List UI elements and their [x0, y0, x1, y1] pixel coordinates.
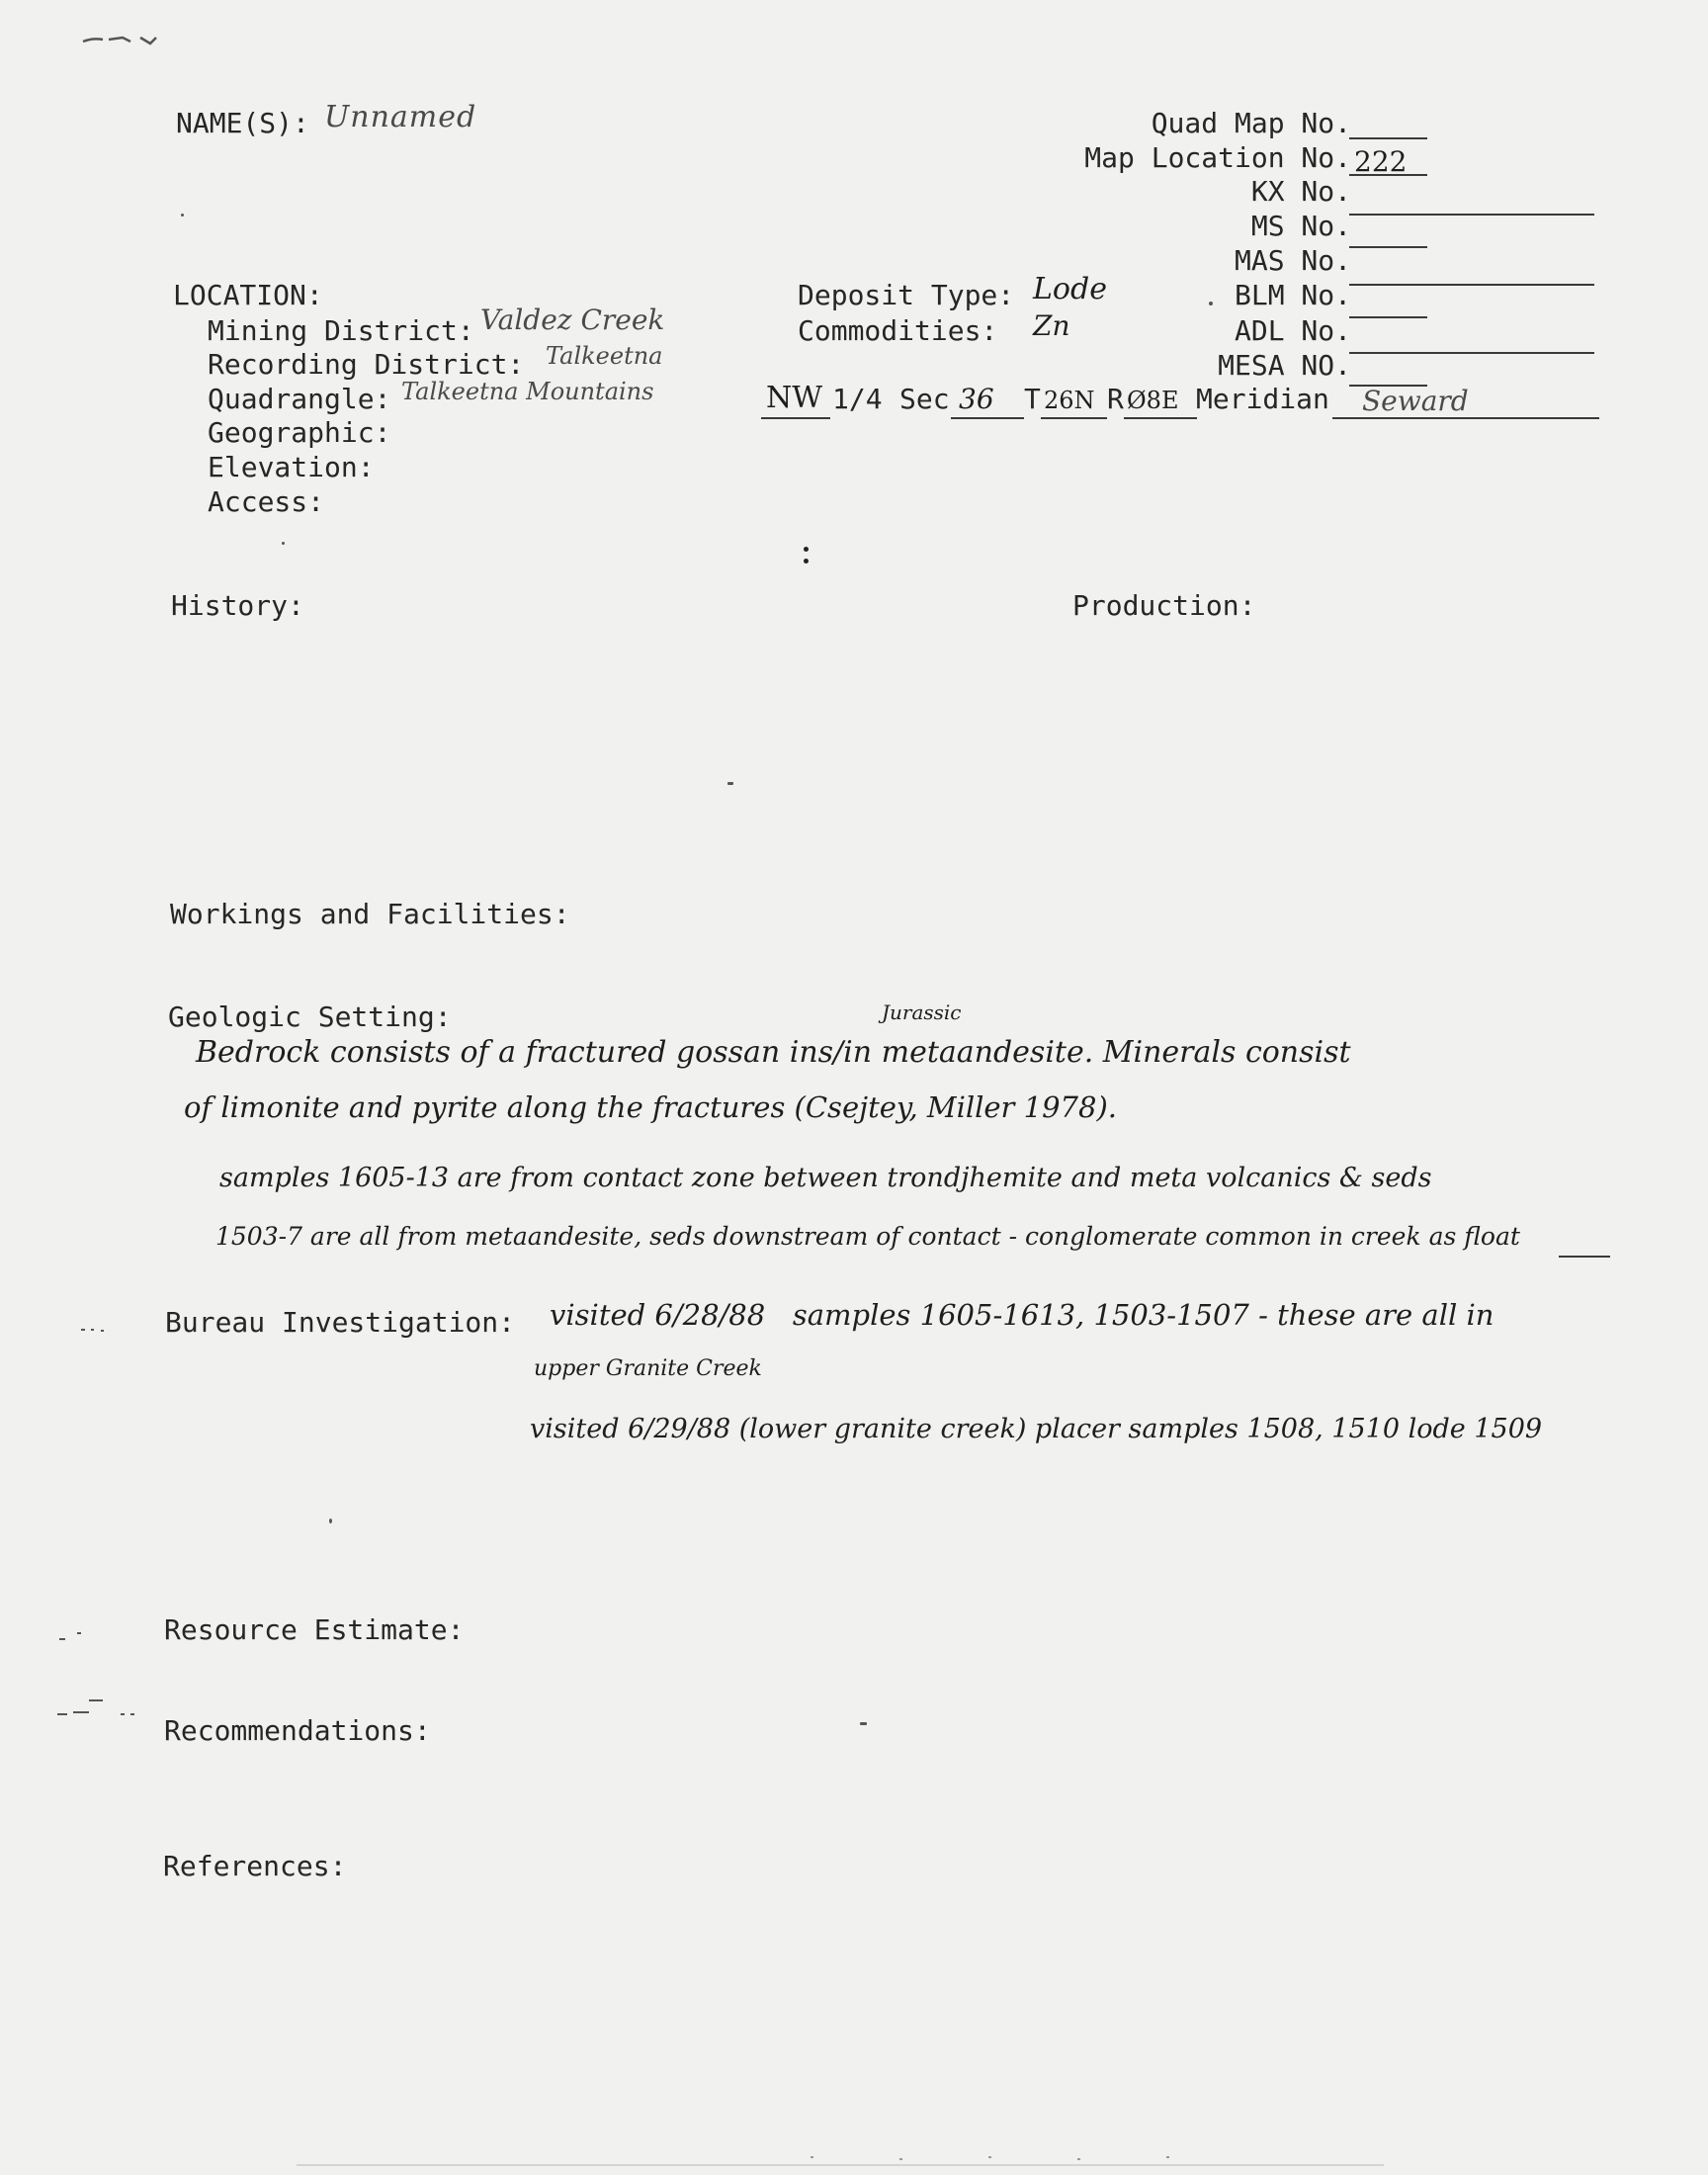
scan-speck-mark [55, 1629, 95, 1643]
r-value: Ø8E [1127, 387, 1179, 414]
adl-no-label: ADL No. [1234, 314, 1351, 347]
geologic-note-line2: of limonite and pyrite along the fractures (Csejtey, Miller 1978). [184, 1090, 1117, 1124]
geologic-note-line4: 1503-7 are all from metaandesite, seds downstream of contact - conglomerate common in creek as float [215, 1222, 1520, 1251]
speck-dot [804, 559, 809, 564]
meridian-line [1332, 417, 1599, 419]
speck-dot [727, 782, 733, 785]
scan-edge-mark [297, 2151, 1384, 2171]
quad-map-no-label: Quad Map No. [1151, 107, 1351, 139]
t-line [1041, 417, 1107, 419]
float-underline [1559, 1256, 1610, 1258]
map-location-no-label: Map Location No. [1084, 141, 1351, 174]
geologic-note-line1: Bedrock consists of a fractured gossan ins/in metaandesite. Minerals consist [196, 1035, 1351, 1070]
quarter-value: NW [766, 381, 823, 415]
scan-speck-mark [49, 1696, 138, 1718]
scan-speck-mark [79, 28, 188, 53]
geologic-insert-note: Jurassic [882, 1000, 962, 1024]
t-value: 26N [1044, 387, 1095, 414]
speck-dot [329, 1519, 332, 1523]
adl-no-line [1349, 352, 1594, 354]
speck-dot [282, 542, 285, 545]
mas-no-label: MAS No. [1234, 244, 1351, 277]
sec-line [951, 417, 1024, 419]
speck-dot [181, 214, 184, 217]
ms-no-label: MS No. [1250, 210, 1351, 242]
name-label: NAME(S): [176, 107, 309, 139]
bureau-note-line1: visited 6/28/88 samples 1605-1613, 1503-1507 - these are all in [550, 1298, 1494, 1332]
meridian-value: Seward [1362, 385, 1469, 417]
commodities-value: Zn [1033, 309, 1070, 342]
workings-label: Workings and Facilities: [170, 898, 570, 930]
blm-no-line [1349, 316, 1427, 318]
t-label: T [1024, 383, 1041, 415]
sec-value: 36 [959, 383, 994, 415]
elevation-label: Elevation: [208, 451, 375, 483]
location-label: LOCATION: [173, 279, 323, 311]
recommendations-label: Recommendations: [164, 1714, 431, 1747]
r-label: R [1107, 383, 1124, 415]
deposit-type-value: Lode [1033, 272, 1107, 306]
geographic-label: Geographic: [208, 416, 391, 449]
speck-dot [804, 547, 809, 552]
geologic-label: Geologic Setting: [168, 1000, 452, 1033]
recording-district-value: Talkeetna [546, 342, 663, 370]
resource-label: Resource Estimate: [164, 1613, 465, 1646]
mesa-no-label: MESA NO. [1218, 349, 1351, 382]
r-line [1124, 417, 1197, 419]
deposit-type-label: Deposit Type: [798, 279, 1015, 311]
speck-dot [1209, 302, 1213, 305]
history-label: History: [171, 589, 304, 622]
quad-map-no-line [1349, 137, 1427, 139]
quarter-line [761, 417, 830, 419]
sec-label: Sec [899, 383, 950, 415]
quadrangle-label: Quadrangle: [208, 383, 391, 415]
mining-district-value: Valdez Creek [480, 304, 665, 336]
access-label: Access: [208, 485, 325, 518]
references-label: References: [163, 1850, 347, 1882]
speck-dot [860, 1722, 867, 1725]
bureau-note-line2: upper Granite Creek [534, 1356, 762, 1381]
geologic-note-line3: samples 1605-13 are from contact zone between trondjhemite and meta volcanics & seds [219, 1163, 1432, 1193]
map-location-no-line [1349, 174, 1427, 176]
name-value: Unnamed [324, 100, 477, 134]
ms-no-line [1349, 246, 1427, 248]
blm-no-label: BLM No. [1234, 279, 1351, 311]
commodities-label: Commodities: [798, 314, 998, 347]
bureau-label: Bureau Investigation: [165, 1306, 516, 1339]
recording-district-label: Recording District: [208, 348, 525, 381]
meridian-label: Meridian [1196, 383, 1329, 415]
quadrangle-value: Talkeetna Mountains [401, 378, 654, 405]
map-location-no-value: 222 [1354, 145, 1408, 178]
kx-no-line [1349, 214, 1594, 216]
production-label: Production: [1072, 589, 1256, 622]
bureau-note-line3: visited 6/29/88 (lower granite creek) placer samples 1508, 1510 lode 1509 [530, 1414, 1543, 1444]
quarter-label: 1/4 [832, 383, 883, 415]
kx-no-label: KX No. [1250, 175, 1351, 208]
mas-no-line [1349, 284, 1594, 286]
mining-district-label: Mining District: [208, 314, 474, 347]
scan-speck-mark [79, 1325, 119, 1335]
